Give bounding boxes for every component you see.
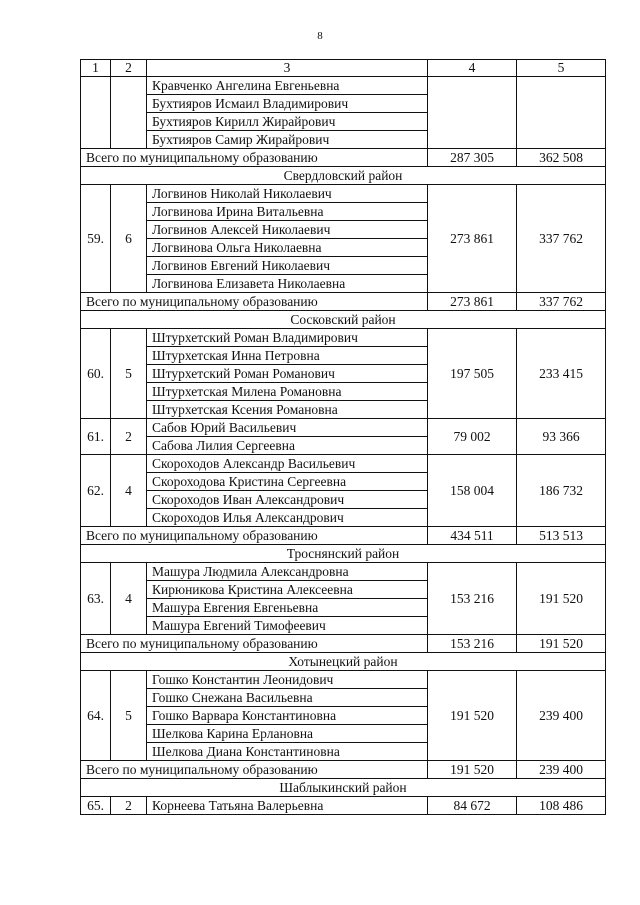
person-name: Сабова Лилия Сергеевна — [147, 437, 428, 455]
total-row — [81, 293, 606, 311]
entry-amount-5: 233 415 — [517, 329, 606, 419]
entry-count: 4 — [111, 455, 147, 527]
person-name: Скороходова Кристина Сергеевна — [147, 473, 428, 491]
person-name: Машура Евгений Тимофеевич — [147, 617, 428, 635]
person-name: Машура Людмила Александровна — [147, 563, 428, 581]
total-col-4: 153 216 — [428, 635, 517, 653]
entry-number: 59. — [81, 185, 111, 293]
person-name: Штурхетская Инна Петровна — [147, 347, 428, 365]
entry-amount-4: 153 216 — [428, 563, 517, 635]
person-name: Скороходов Иван Александрович — [147, 491, 428, 509]
total-col-5: 337 762 — [517, 293, 606, 311]
district-title: Сосковский район — [81, 311, 606, 329]
page-number: 8 — [317, 30, 323, 42]
person-name: Гошко Константин Леонидович — [147, 671, 428, 689]
table-row — [81, 671, 606, 689]
total-row — [81, 761, 606, 779]
total-col-5: 191 520 — [517, 635, 606, 653]
entry-amount-4: 273 861 — [428, 185, 517, 293]
entry-number: 65. — [81, 797, 111, 815]
entry-number: 63. — [81, 563, 111, 635]
person-name: Логвинова Ольга Николаевна — [147, 239, 428, 257]
person-name: Кирюникова Кристина Алексеевна — [147, 581, 428, 599]
table-row — [81, 563, 606, 581]
total-row — [81, 149, 606, 167]
header-col-4: 4 — [428, 60, 517, 77]
person-name: Бухтияров Самир Жирайрович — [147, 131, 428, 149]
total-row — [81, 635, 606, 653]
table-row — [81, 419, 606, 437]
table-row — [81, 455, 606, 473]
total-label: Всего по муниципальному образованию — [81, 149, 428, 167]
table-row — [81, 185, 606, 203]
total-label: Всего по муниципальному образованию — [81, 293, 428, 311]
entry-amount-4: 158 004 — [428, 455, 517, 527]
person-name: Штурхетская Милена Романовна — [147, 383, 428, 401]
person-name: Гошко Снежана Васильевна — [147, 689, 428, 707]
header-col-3: 3 — [147, 60, 428, 77]
person-name: Бухтияров Кирилл Жирайрович — [147, 113, 428, 131]
entry-count: 6 — [111, 185, 147, 293]
total-label: Всего по муниципальному образованию — [81, 761, 428, 779]
district-header-row — [81, 167, 606, 185]
allocation-table — [80, 59, 606, 815]
count-cell — [111, 77, 147, 149]
person-name: Логвинов Николай Николаевич — [147, 185, 428, 203]
amount-cell — [428, 77, 517, 149]
entry-number: 61. — [81, 419, 111, 455]
total-col-4: 434 511 — [428, 527, 517, 545]
total-row — [81, 527, 606, 545]
district-header-row — [81, 779, 606, 797]
header-col-2: 2 — [111, 60, 147, 77]
district-header-row — [81, 545, 606, 563]
total-col-5: 239 400 — [517, 761, 606, 779]
entry-count: 4 — [111, 563, 147, 635]
table-row — [81, 797, 606, 815]
district-title: Троснянский район — [81, 545, 606, 563]
table-row — [81, 329, 606, 347]
district-title: Свердловский район — [81, 167, 606, 185]
entry-count: 2 — [111, 419, 147, 455]
person-name: Логвинов Евгений Николаевич — [147, 257, 428, 275]
person-name: Кравченко Ангелина Евгеньевна — [147, 77, 428, 95]
table-row — [81, 77, 606, 95]
entry-number: 64. — [81, 671, 111, 761]
person-name: Скороходов Александр Васильевич — [147, 455, 428, 473]
total-col-4: 273 861 — [428, 293, 517, 311]
person-name: Гошко Варвара Константиновна — [147, 707, 428, 725]
entry-amount-5: 239 400 — [517, 671, 606, 761]
entry-number: 60. — [81, 329, 111, 419]
entry-count: 5 — [111, 329, 147, 419]
entry-amount-5: 108 486 — [517, 797, 606, 815]
person-name: Бухтияров Исмаил Владимирович — [147, 95, 428, 113]
district-header-row — [81, 653, 606, 671]
entry-amount-4: 191 520 — [428, 671, 517, 761]
person-name: Штурхетский Роман Владимирович — [147, 329, 428, 347]
person-name: Логвинов Алексей Николаевич — [147, 221, 428, 239]
header-col-1: 1 — [81, 60, 111, 77]
total-label: Всего по муниципальному образованию — [81, 635, 428, 653]
entry-amount-4: 197 505 — [428, 329, 517, 419]
entry-amount-5: 191 520 — [517, 563, 606, 635]
person-name: Шелкова Карина Ерлановна — [147, 725, 428, 743]
entry-amount-4: 84 672 — [428, 797, 517, 815]
person-name: Машура Евгения Евгеньевна — [147, 599, 428, 617]
district-title: Хотынецкий район — [81, 653, 606, 671]
total-col-5: 513 513 — [517, 527, 606, 545]
person-name: Шелкова Диана Константиновна — [147, 743, 428, 761]
entry-count: 2 — [111, 797, 147, 815]
total-col-4: 191 520 — [428, 761, 517, 779]
district-header-row — [81, 311, 606, 329]
entry-amount-5: 337 762 — [517, 185, 606, 293]
person-name: Штурхетский Роман Романович — [147, 365, 428, 383]
person-name: Логвинова Елизавета Николаевна — [147, 275, 428, 293]
entry-amount-5: 186 732 — [517, 455, 606, 527]
number-cell — [81, 77, 111, 149]
table-header-row — [81, 60, 606, 77]
entry-amount-5: 93 366 — [517, 419, 606, 455]
person-name: Скороходов Илья Александрович — [147, 509, 428, 527]
amount-cell — [517, 77, 606, 149]
entry-number: 62. — [81, 455, 111, 527]
person-name: Сабов Юрий Васильевич — [147, 419, 428, 437]
total-label: Всего по муниципальному образованию — [81, 527, 428, 545]
person-name: Логвинова Ирина Витальевна — [147, 203, 428, 221]
total-col-5: 362 508 — [517, 149, 606, 167]
entry-count: 5 — [111, 671, 147, 761]
header-col-5: 5 — [517, 60, 606, 77]
district-title: Шаблыкинский район — [81, 779, 606, 797]
total-col-4: 287 305 — [428, 149, 517, 167]
entry-amount-4: 79 002 — [428, 419, 517, 455]
person-name: Корнеева Татьяна Валерьевна — [147, 797, 428, 815]
person-name: Штурхетская Ксения Романовна — [147, 401, 428, 419]
